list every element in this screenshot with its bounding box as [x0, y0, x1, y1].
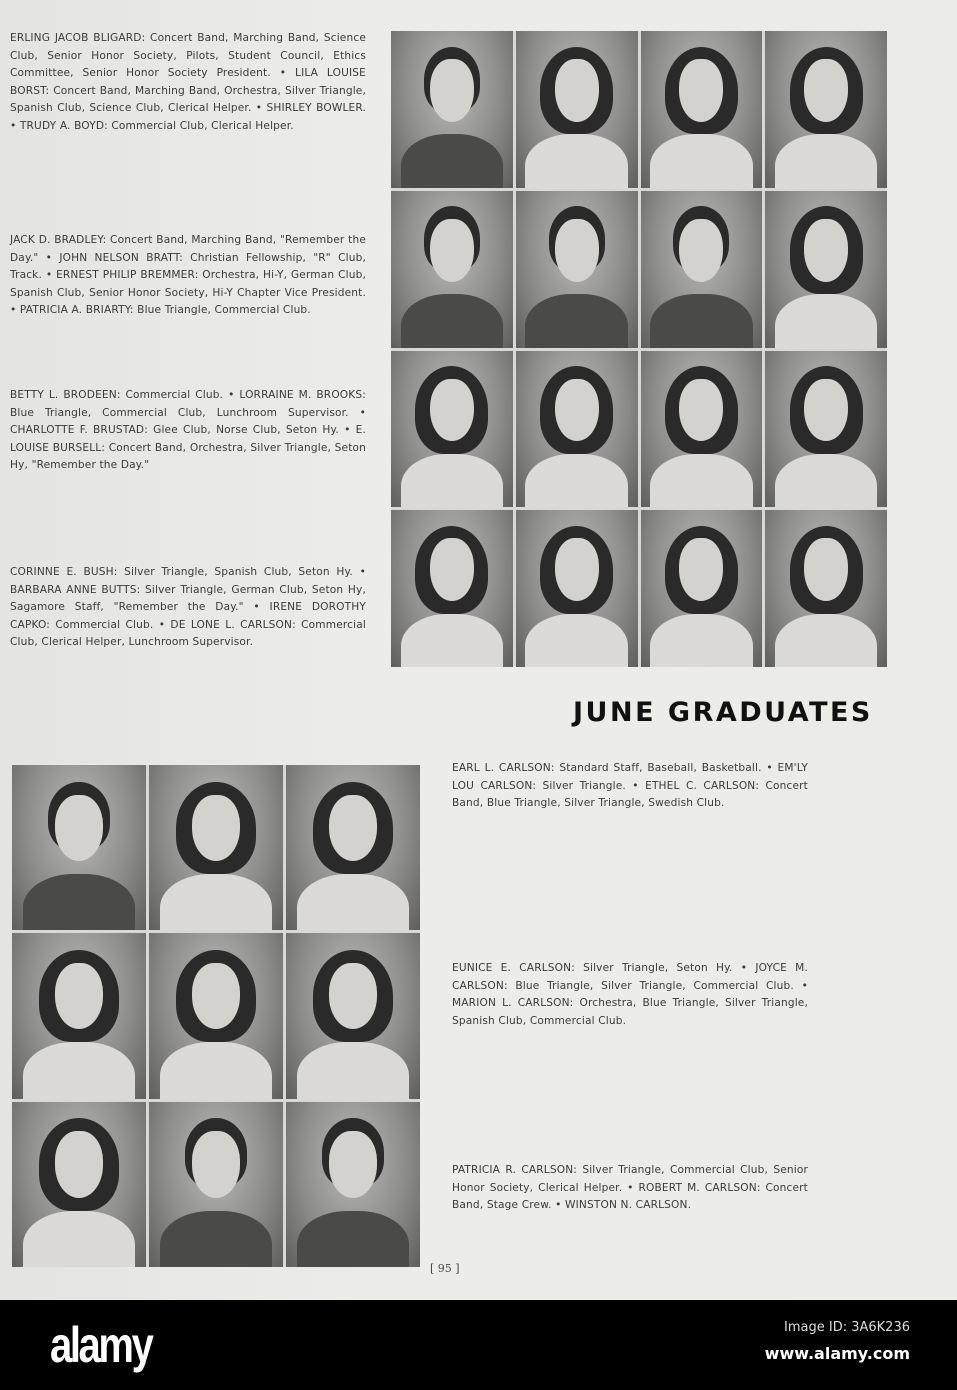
- student-portrait: [765, 31, 887, 188]
- student-portrait: [641, 510, 763, 667]
- portrait-face: [555, 379, 599, 442]
- portrait-face: [804, 59, 848, 122]
- portrait-face: [430, 538, 474, 601]
- portrait-face: [430, 379, 474, 442]
- student-portrait: [391, 510, 513, 667]
- portrait-face: [555, 538, 599, 601]
- student-portrait: [286, 1102, 420, 1267]
- student-portrait: [12, 765, 146, 930]
- student-portrait: [149, 1102, 283, 1267]
- section-heading: JUNE GRADUATES: [573, 697, 873, 728]
- student-portrait: [765, 351, 887, 508]
- portrait-body: [525, 294, 627, 347]
- portrait-body: [297, 1211, 410, 1267]
- portrait-face: [329, 795, 377, 861]
- portrait-body: [775, 294, 877, 347]
- portrait-face: [192, 963, 240, 1029]
- student-portrait: [641, 31, 763, 188]
- alamy-logo: alamy: [50, 1317, 152, 1373]
- blurb-text: ERLING JACOB BLIGARD: Concert Band, Marching Band, Science Club, Senior Honor Society, Pilots, Student Council, Ethics Committee, Senior Honor Society President. • LILA LOUISE BORST: Concert Band, Marching Band, Orchestra, Silver Triangle, Spanish Club, Science Club, Clerical Helper. • SHIRLEY BOWLER. • TRUDY A. BOYD: Commercial Club, Clerical Helper.: [10, 32, 366, 132]
- student-blurb: [452, 960, 808, 1030]
- student-portrait: [12, 1102, 146, 1267]
- portrait-body: [525, 454, 627, 507]
- student-portrait: [12, 933, 146, 1098]
- student-portrait: [516, 351, 638, 508]
- portrait-body: [401, 294, 503, 347]
- blurb-text: BETTY L. BRODEEN: Commercial Club. • LORRAINE M. BROOKS: Blue Triangle, Commercial Club, Lunchroom Supervisor. • CHARLOTTE F. BRUSTAD: Glee Club, Norse Club, Seton Hy. • E. LOUISE BURSELL: Concert Band, Orchestra, Silver Triangle, Seton Hy, "Remember the Day.": [10, 389, 366, 472]
- student-portrait: [516, 191, 638, 348]
- portrait-body: [775, 614, 877, 667]
- portrait-face: [804, 538, 848, 601]
- student-portrait: [149, 933, 283, 1098]
- blurb-text: CORINNE E. BUSH: Silver Triangle, Spanish Club, Seton Hy. • BARBARA ANNE BUTTS: Silver Triangle, German Club, Seton Hy, Sagamore Staff, "Remember the Day." • IRENE DOROTHY CAPKO: Commercial Club. • DE LONE L. CARLSON: Commercial Club, Clerical Helper, Lunchroom Supervisor.: [10, 566, 366, 649]
- portrait-body: [650, 294, 752, 347]
- portrait-body: [775, 134, 877, 187]
- student-blurb: [10, 232, 366, 320]
- student-blurb: [10, 387, 366, 475]
- portrait-body: [525, 614, 627, 667]
- student-portrait: [149, 765, 283, 930]
- student-portrait: [286, 765, 420, 930]
- student-portrait: [641, 191, 763, 348]
- blurb-text: EUNICE E. CARLSON: Silver Triangle, Seton Hy. • JOYCE M. CARLSON: Blue Triangle, Silver Triangle, Commercial Club. • MARION L. CARLSON: Orchestra, Blue Triangle, Silver Triangle, Spanish Club, Commercial Club.: [452, 962, 808, 1027]
- student-portrait: [286, 933, 420, 1098]
- portrait-face: [679, 59, 723, 122]
- student-portrait: [391, 191, 513, 348]
- portrait-grid-bottom: [12, 765, 420, 1267]
- student-portrait: [516, 31, 638, 188]
- portrait-body: [401, 134, 503, 187]
- page-number: [ 95 ]: [430, 1262, 460, 1275]
- website-link: www.alamy.com: [764, 1344, 910, 1363]
- student-blurb: [452, 760, 808, 813]
- student-portrait: [391, 351, 513, 508]
- portrait-body: [160, 1211, 273, 1267]
- blurb-text: PATRICIA R. CARLSON: Silver Triangle, Commercial Club, Senior Honor Society, Clerical Helper. • ROBERT M. CARLSON: Concert Band, Stage Crew. • WINSTON N. CARLSON.: [452, 1164, 808, 1212]
- portrait-body: [775, 454, 877, 507]
- student-blurb: [10, 30, 366, 136]
- portrait-face: [55, 963, 103, 1029]
- student-blurb: [10, 564, 366, 652]
- portrait-face: [430, 219, 474, 282]
- portrait-body: [297, 1042, 410, 1098]
- portrait-face: [192, 1131, 240, 1197]
- portrait-face: [679, 219, 723, 282]
- portrait-body: [23, 874, 136, 930]
- portrait-face: [804, 219, 848, 282]
- portrait-face: [430, 59, 474, 122]
- image-id: Image ID: 3A6K236: [784, 1320, 910, 1335]
- blurb-text: JACK D. BRADLEY: Concert Band, Marching Band, "Remember the Day." • JOHN NELSON BRATT: Christian Fellowship, "R" Club, Track. • ERNEST PHILIP BREMMER: Orchestra, Hi-Y, German Club, Spanish Club, Senior Honor Society, Hi-Y Chapter Vice President. • PATRICIA A. BRIARTY: Blue Triangle, Commercial Club.: [10, 234, 366, 317]
- portrait-body: [650, 134, 752, 187]
- student-portrait: [516, 510, 638, 667]
- student-portrait: [391, 31, 513, 188]
- portrait-body: [650, 454, 752, 507]
- portrait-body: [650, 614, 752, 667]
- portrait-face: [329, 963, 377, 1029]
- student-blurb: [452, 1162, 808, 1215]
- portrait-body: [23, 1211, 136, 1267]
- portrait-face: [192, 795, 240, 861]
- portrait-body: [525, 134, 627, 187]
- portrait-face: [555, 219, 599, 282]
- portrait-face: [804, 379, 848, 442]
- portrait-face: [55, 1131, 103, 1197]
- watermark-footer: [0, 1300, 957, 1390]
- portrait-body: [401, 614, 503, 667]
- portrait-body: [401, 454, 503, 507]
- blurb-text: EARL L. CARLSON: Standard Staff, Baseball, Basketball. • EM'LY LOU CARLSON: Silver Triangle. • ETHEL C. CARLSON: Concert Band, Blue Triangle, Silver Triangle, Swedish Club.: [452, 762, 808, 810]
- student-portrait: [641, 351, 763, 508]
- portrait-face: [329, 1131, 377, 1197]
- student-portrait: [765, 191, 887, 348]
- portrait-body: [23, 1042, 136, 1098]
- portrait-face: [55, 795, 103, 861]
- student-portrait: [765, 510, 887, 667]
- portrait-body: [160, 1042, 273, 1098]
- portrait-grid-top: [391, 31, 887, 667]
- portrait-face: [555, 59, 599, 122]
- portrait-body: [297, 874, 410, 930]
- portrait-body: [160, 874, 273, 930]
